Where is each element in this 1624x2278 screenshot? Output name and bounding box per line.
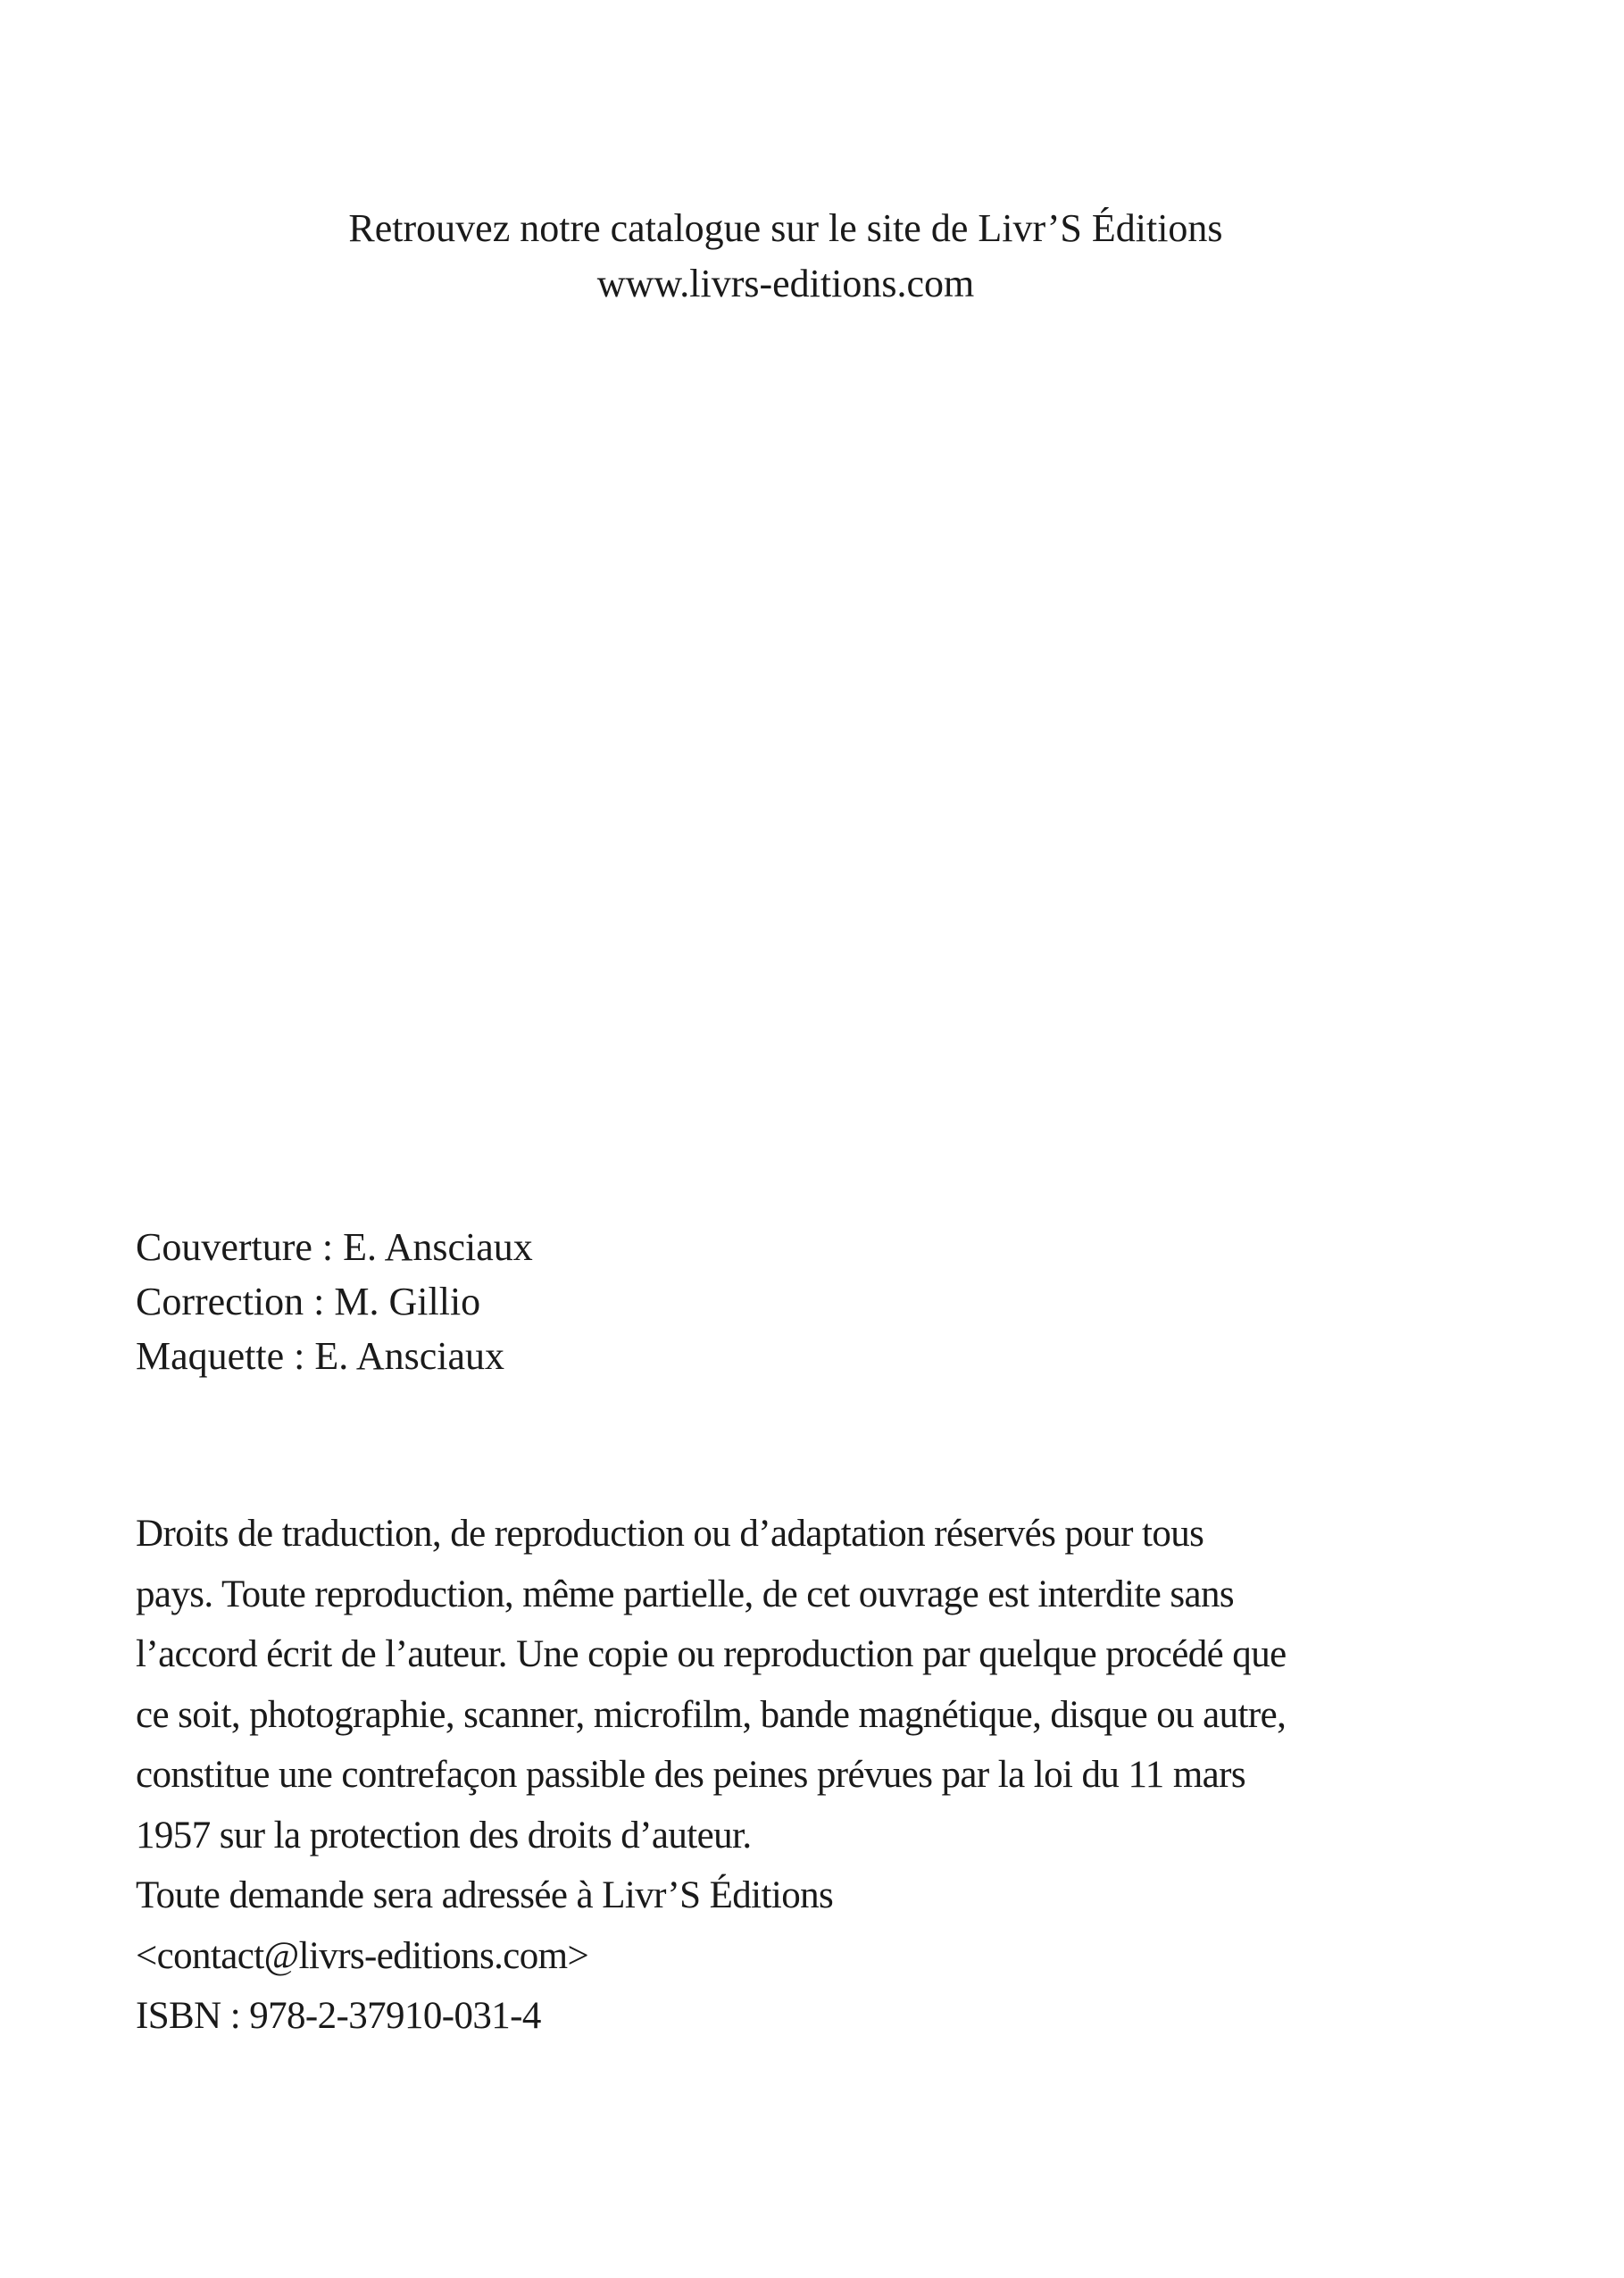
legal-line: Droits de traduction, de reproduction ou d’adaptation réservés pour tous	[136, 1513, 1204, 1555]
legal-line: pays. Toute reproduction, même partielle, de cet ouvrage est interdite sans	[136, 1573, 1235, 1615]
cover-credit: Couverture : E. Ansciaux	[136, 1225, 533, 1269]
legal-line: 1957 sur la protection des droits d’auteur.	[136, 1814, 752, 1857]
legal-line: l’accord écrit de l’auteur. Une copie ou reproduction par quelque procédé que	[136, 1633, 1287, 1675]
request-line: Toute demande sera adressée à Livr’S Éditions	[136, 1874, 834, 1916]
legal-notice	[136, 1504, 1421, 2047]
website-url: www.livrs-editions.com	[596, 262, 975, 305]
layout-credit: Maquette : E. Ansciaux	[136, 1334, 505, 1378]
isbn: ISBN : 978-2-37910-031-4	[136, 1995, 541, 2037]
legal-line: constitue une contrefaçon passible des peines prévues par la loi du 11 mars	[136, 1754, 1246, 1796]
contact-email: <contact@livrs-editions.com>	[136, 1934, 589, 1977]
credits-block	[136, 1220, 533, 1383]
legal-line: ce soit, photographie, scanner, microfilm, bande magnétique, disque ou autre,	[136, 1693, 1287, 1736]
catalogue-notice	[0, 201, 1571, 312]
correction-credit: Correction : M. Gillio	[136, 1280, 481, 1323]
catalogue-line: Retrouvez notre catalogue sur le site de Livr’S Éditions	[348, 206, 1223, 250]
